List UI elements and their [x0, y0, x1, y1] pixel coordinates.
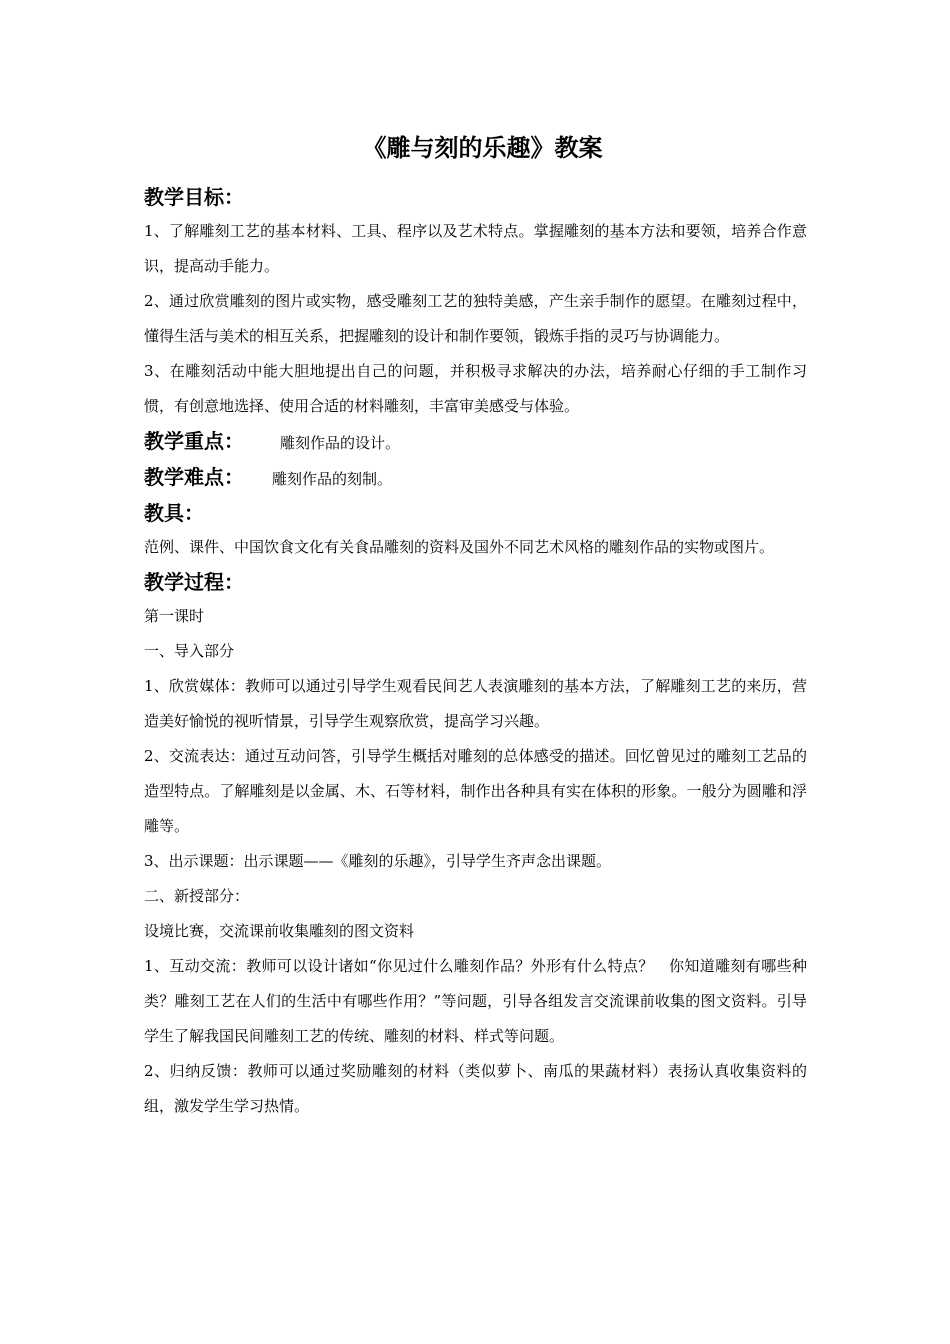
part2-subtitle: 设境比赛，交流课前收集雕刻的图文资料 [144, 922, 415, 940]
part2-item-1: 1、互动交流：教师可以设计诸如“你见过什么雕刻作品？外形有什么特点？ 你知道雕刻有哪些种类？雕刻工艺在人们的生活中有哪些作用？”等问题，引导各组发言交流课前收集的图文资料。引导学生了解我国民间雕刻工艺的传统、雕刻的材料、样式等问题。 [144, 957, 807, 1045]
key-point-heading: 教学重点： [144, 429, 244, 453]
difficult-point-text: 雕刻作品的刻制。 [272, 470, 393, 488]
materials-heading: 教具： [144, 501, 204, 525]
part1-title: 一、导入部分 [144, 642, 235, 660]
difficult-point-heading: 教学难点： [144, 465, 244, 489]
key-point-row [144, 424, 807, 460]
lesson-label: 第一课时 [144, 607, 205, 625]
document-title: 《雕与刻的乐趣》教案 [362, 134, 603, 162]
part1-item-1: 1、欣赏媒体：教师可以通过引导学生观看民间艺人表演雕刻的基本方法，了解雕刻工艺的来历，营造美好愉悦的视听情景，引导学生观察欣赏，提高学习兴趣。 [144, 677, 807, 730]
process-heading: 教学过程： [144, 570, 244, 594]
part2-item-2: 2、归纳反馈：教师可以通过奖励雕刻的材料（类似萝卜、南瓜的果蔬材料）表扬认真收集资料的组，激发学生学习热情。 [144, 1062, 807, 1115]
part2-title: 二、新授部分： [144, 887, 250, 905]
objective-item-1: 1、了解雕刻工艺的基本材料、工具、程序以及艺术特点。掌握雕刻的基本方法和要领，培养合作意识，提高动手能力。 [144, 222, 807, 275]
difficult-point-row [144, 460, 807, 496]
document-body [144, 128, 807, 1124]
part1-item-2: 2、交流表达：通过互动问答，引导学生概括对雕刻的总体感受的描述。回忆曾见过的雕刻工艺品的造型特点。了解雕刻是以金属、木、石等材料，制作出各种具有实在体积的形象。一般分为圆雕和浮雕等。 [144, 747, 807, 835]
materials-text: 范例、课件、中国饮食文化有关食品雕刻的资料及国外不同艺术风格的雕刻作品的实物或图片。 [144, 538, 775, 556]
objectives-heading: 教学目标： [144, 185, 244, 209]
objective-item-3: 3、在雕刻活动中能大胆地提出自己的问题，并积极寻求解决的办法，培养耐心仔细的手工制作习惯，有创意地选择、使用合适的材料雕刻，丰富审美感受与体验。 [144, 362, 807, 415]
objective-item-2: 2、通过欣赏雕刻的图片或实物，感受雕刻工艺的独特美感，产生亲手制作的愿望。在雕刻过程中，懂得生活与美术的相互关系，把握雕刻的设计和制作要领，锻炼手指的灵巧与协调能力。 [144, 292, 807, 345]
part1-item-3: 3、出示课题：出示课题——《雕刻的乐趣》，引导学生齐声念出课题。 [144, 852, 612, 870]
key-point-text: 雕刻作品的设计。 [280, 434, 401, 452]
